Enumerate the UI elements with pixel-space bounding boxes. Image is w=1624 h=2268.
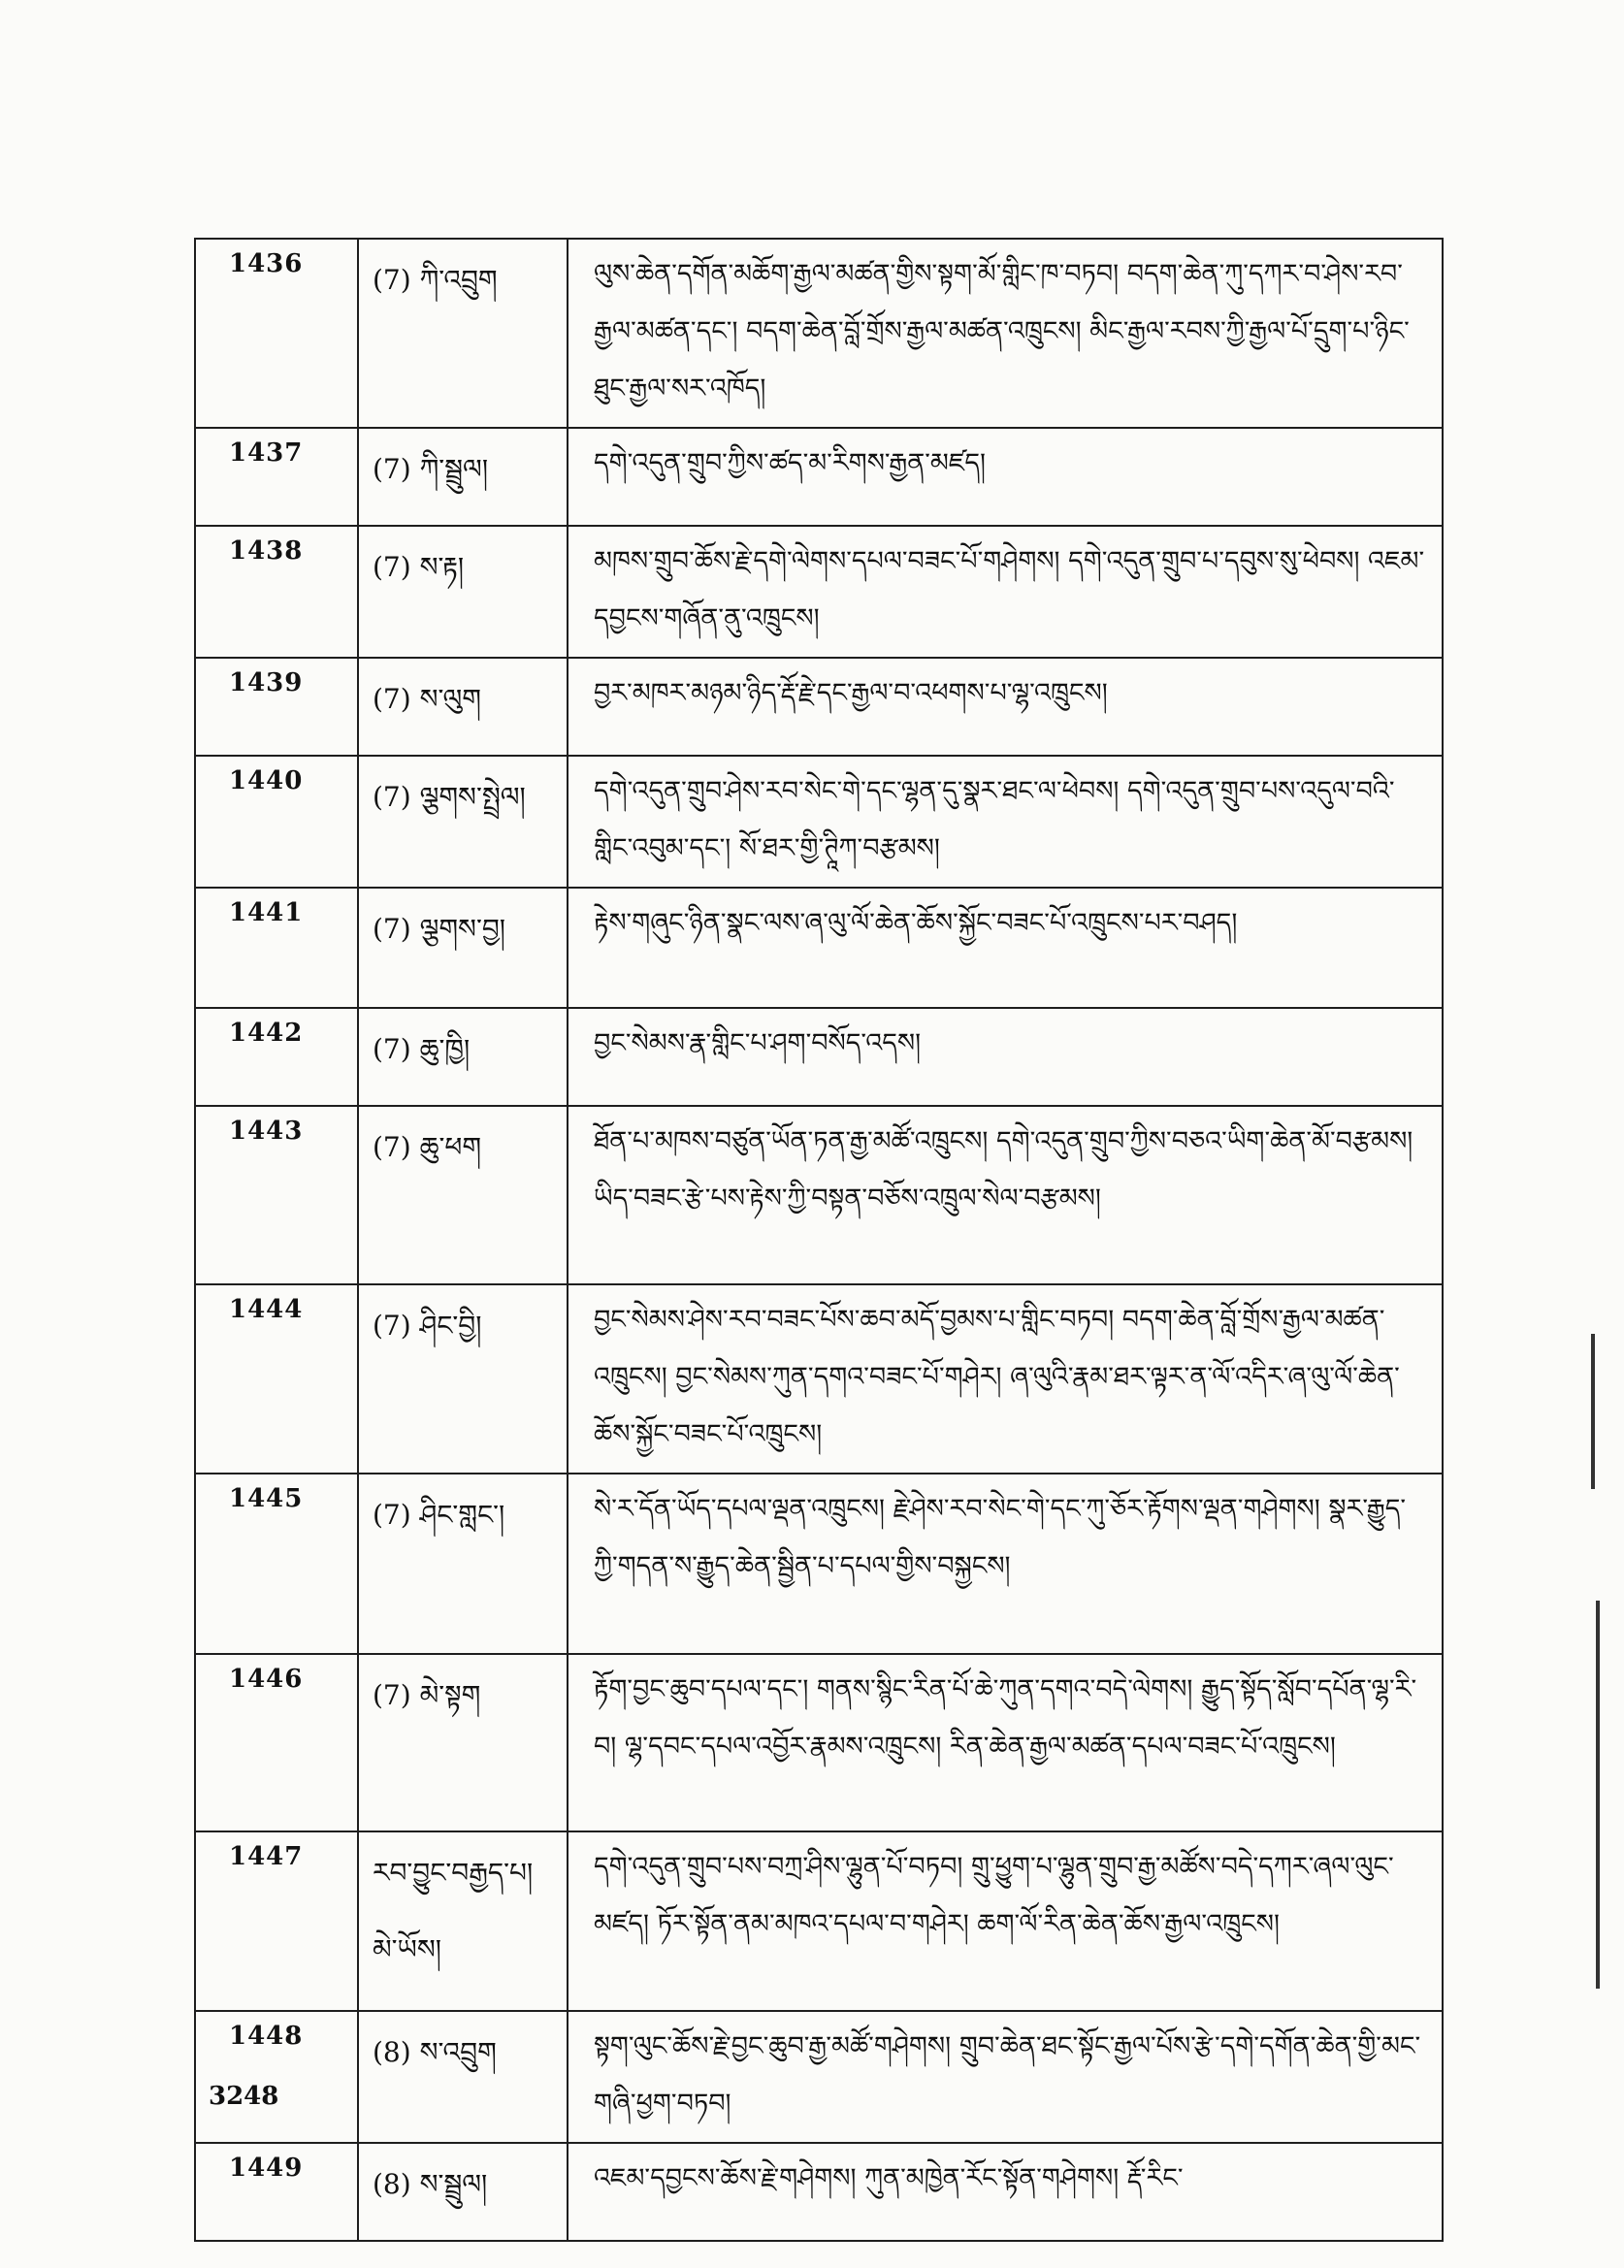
table-row (195, 888, 1443, 1008)
page-number: 3248 (209, 2082, 279, 2111)
table-row (195, 1654, 1443, 1831)
entry-description: ལུས་ཆེན་དགོན་མཆོག་རྒྱལ་མཚན་གྱིས་སྟག་མོ་གླིང་ཁ་བཏབ། བདག་ཆེན་ཀུ་དཀར་བ་ཤེས་རབ་རྒྱལ་མཚན་དང་། བདག་ཆེན་བློ་གྲོས་རྒྱལ་མཚན་འཁྲུངས། མིང་རྒྱལ་རབས་ཀྱི་རྒྱལ་པོ་དྲུག་པ་ཉིང་ཐུང་རྒྱལ་སར་འཁོད། (568, 239, 1443, 428)
entry-year-number: 1447 (195, 1831, 358, 2011)
entry-year-name: (7) ལྕགས་སྤྲེལ། (358, 756, 568, 888)
entry-description: བྱང་སེམས་རྣ་གླིང་པ་ཤག་བསོད་འདས། (568, 1008, 1443, 1106)
entry-year-number: 1444 (195, 1284, 358, 1474)
entry-year-name: (7) མེ་སྟག (358, 1654, 568, 1831)
entry-year-number: 1442 (195, 1008, 358, 1106)
entry-description: རྟོག་བྱང་ཆུབ་དཔལ་དང་། གནས་སྙིང་རིན་པོ་ཆེ་ཀུན་དགའ་བདེ་ལེགས། རྒྱུད་སྟོད་སློབ་དཔོན་ལྷ་རི་བ། ལྷ་དབང་དཔལ་འབྱོར་རྣམས་འཁྲུངས། རིན་ཆེན་རྒྱལ་མཚན་དཔལ་བཟང་པོ་འཁྲུངས། (568, 1654, 1443, 1831)
entry-year-name: (7) ཤིང་གླང་། (358, 1474, 568, 1654)
entry-description: བྱར་མཁར་མཉམ་ཉིད་རྡོ་རྗེ་དང་རྒྱལ་བ་འཕགས་པ་ལྷ་འཁྲུངས། (568, 658, 1443, 756)
entry-year-number: 1448 (195, 2011, 358, 2143)
entry-year-name: (7) ཆུ་ཁྱི། (358, 1008, 568, 1106)
entry-description: དགེ་འདུན་གྲུབ་ཀྱིས་ཚད་མ་རིགས་རྒྱན་མཛད། (568, 428, 1443, 526)
entry-year-number: 1441 (195, 888, 358, 1008)
table-row (195, 2143, 1443, 2241)
table-row (195, 239, 1443, 428)
entry-description: མཁས་གྲུབ་ཆོས་རྗེ་དགེ་ལེགས་དཔལ་བཟང་པོ་གཤེགས། དགེ་འདུན་གྲུབ་པ་དབུས་སུ་ཕེབས། འཇམ་དབྱངས་གཞོན་ནུ་འཁྲུངས། (568, 526, 1443, 658)
entry-year-number: 1440 (195, 756, 358, 888)
entry-year-number: 1449 (195, 2143, 358, 2241)
entry-year-number: 1436 (195, 239, 358, 428)
entry-year-number: 1445 (195, 1474, 358, 1654)
entry-description: དགེ་འདུན་གྲུབ་ཤེས་རབ་སེང་གེ་དང་ལྷན་དུ་སྣར་ཐང་ལ་ཕེབས། དགེ་འདུན་གྲུབ་པས་འདུལ་བའི་གླིང་འབུམ་དང་། སོ་ཐར་གྱི་ཊཱིཀ་བརྩམས། (568, 756, 1443, 888)
entry-description: ཐོན་པ་མཁས་བཙུན་ཡོན་ཏན་རྒྱ་མཚོ་འཁྲུངས། དགེ་འདུན་གྲུབ་ཀྱིས་བཅའ་ཡིག་ཆེན་མོ་བརྩམས། ཡིད་བཟང་རྩེ་པས་རྟེས་ཀྱི་བསྟན་བཅོས་འཁྲུལ་སེལ་བརྩམས། (568, 1106, 1443, 1284)
entry-year-name: (7) ཀི་འབྲུག (358, 239, 568, 428)
table-row (195, 1284, 1443, 1474)
scan-edge-mark (1591, 1334, 1595, 1489)
entry-year-number: 1439 (195, 658, 358, 756)
entry-description: སྟག་ལུང་ཆོས་རྗེ་བྱང་ཆུབ་རྒྱ་མཚོ་གཤེགས། གྲུབ་ཆེན་ཐང་སྟོང་རྒྱལ་པོས་རྩེ་དགེ་དགོན་ཆེན་གྱི་མང་གཞི་ཕྱག་བཏབ། (568, 2011, 1443, 2143)
table-row (195, 526, 1443, 658)
entry-year-name: (8) ས་འབྲུག (358, 2011, 568, 2143)
entry-year-name: རབ་བྱུང་བརྒྱད་པ། མེ་ཡོས། (358, 1831, 568, 2011)
table-row (195, 1831, 1443, 2011)
entry-year-name: (7) ས་རྟ། (358, 526, 568, 658)
entry-year-number: 1446 (195, 1654, 358, 1831)
entry-description: བྱང་སེམས་ཤེས་རབ་བཟང་པོས་ཆབ་མདོ་བྱམས་པ་གླིང་བཏབ། བདག་ཆེན་བློ་གྲོས་རྒྱལ་མཚན་འཁྲུངས། བྱང་སེམས་ཀུན་དགའ་བཟང་པོ་གཤེར། ཞ་ལུའི་རྣམ་ཐར་ལྟར་ན་ལོ་འདིར་ཞ་ལུ་ལོ་ཆེན་ཆོས་སྐྱོང་བཟང་པོ་འཁྲུངས། (568, 1284, 1443, 1474)
table-row (195, 756, 1443, 888)
table-row (195, 2011, 1443, 2143)
entry-description: འཇམ་དབྱངས་ཆོས་རྗེ་གཤེགས། ཀུན་མཁྱེན་རོང་སྟོན་གཤེགས། རྡོ་རིང་ (568, 2143, 1443, 2241)
entry-year-number: 1443 (195, 1106, 358, 1284)
entry-description: རྟེས་གཞུང་ཉིན་སྣང་ལས་ཞ་ལུ་ལོ་ཆེན་ཆོས་སྐྱོང་བཟང་པོ་འཁྲུངས་པར་བཤད། (568, 888, 1443, 1008)
entry-year-name: (8) ས་སྦྲུལ། (358, 2143, 568, 2241)
entry-description: སེ་ར་དོན་ཡོད་དཔལ་ལྡན་འཁྲུངས། རྗེ་ཤེས་རབ་སེང་གེ་དང་ཀུ་ཅོར་རྟོགས་ལྡན་གཤེགས། སྣར་རྒྱུད་ཀྱི་གདན་ས་རྒྱུད་ཆེན་སྦྱིན་པ་དཔལ་གྱིས་བསྐྱངས། (568, 1474, 1443, 1654)
entry-year-number: 1438 (195, 526, 358, 658)
entry-year-name: (7) ལྕགས་བྱ། (358, 888, 568, 1008)
chronology-table-body (195, 239, 1443, 2241)
entry-year-name: (7) ཆུ་ཕག (358, 1106, 568, 1284)
table-row (195, 1106, 1443, 1284)
chronology-table (194, 238, 1444, 2242)
scan-edge-mark (1596, 1601, 1600, 1989)
entry-description: དགེ་འདུན་གྲུབ་པས་བཀྲ་ཤིས་ལྷུན་པོ་བཏབ། གྲུ་ཕྱུག་པ་ལྷུན་གྲུབ་རྒྱ་མཚོས་བདེ་དཀར་ཞལ་ལུང་མཛད། ཏོར་སྟོན་ནམ་མཁའ་དཔལ་བ་གཤེར། ཆག་ལོ་རིན་ཆེན་ཆོས་རྒྱལ་འཁྲུངས། (568, 1831, 1443, 2011)
table-row (195, 1008, 1443, 1106)
entry-year-name: (7) ཤིང་བྱི། (358, 1284, 568, 1474)
entry-year-name: (7) ས་ལུག (358, 658, 568, 756)
entry-year-name: (7) ཀི་སྦྲུལ། (358, 428, 568, 526)
entry-year-number: 1437 (195, 428, 358, 526)
table-row (195, 658, 1443, 756)
table-row (195, 428, 1443, 526)
table-row (195, 1474, 1443, 1654)
